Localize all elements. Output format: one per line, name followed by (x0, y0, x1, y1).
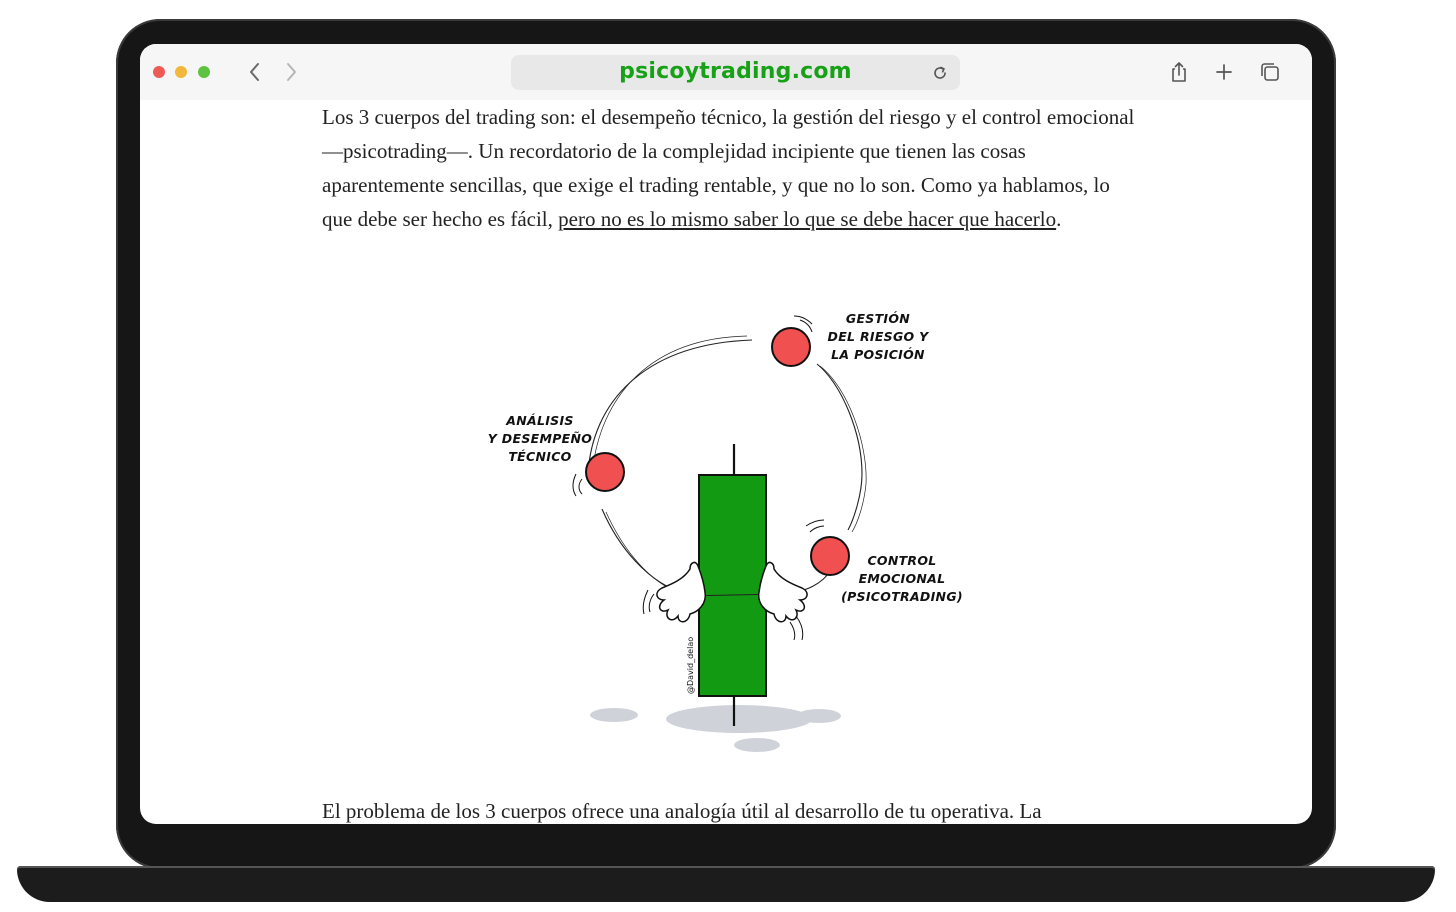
candle-body (699, 475, 766, 696)
zoom-window-button[interactable] (198, 66, 210, 78)
label-line: LA POSICIÓN (831, 347, 925, 362)
article-link[interactable]: pero no es lo mismo saber lo que se debe hacer que hacerlo (558, 207, 1057, 231)
article-paragraph (322, 100, 1142, 236)
plus-icon[interactable] (1212, 60, 1236, 84)
label-line: CONTROL (867, 553, 937, 568)
juggling-candle-illustration (422, 294, 1022, 814)
share-icon[interactable] (1167, 60, 1191, 84)
shadow (590, 708, 638, 722)
paragraph-end: . (1056, 207, 1062, 231)
shadow (797, 709, 841, 723)
address-text: psicoytrading.com (619, 59, 852, 84)
juggling-arc (602, 509, 687, 594)
label-emotional-control (837, 552, 967, 606)
shadow (666, 705, 812, 733)
browser-window (140, 44, 1312, 824)
label-line: DEL RIESGO Y (827, 329, 929, 344)
label-line: Y DESEMPEÑO (487, 431, 593, 446)
label-line: (PSICOTRADING) (841, 589, 963, 604)
browser-toolbar (140, 44, 1312, 100)
tabs-icon[interactable] (1258, 60, 1282, 84)
motion-marks (806, 520, 824, 532)
motion-marks (573, 474, 582, 496)
laptop-base (17, 866, 1435, 902)
minimize-window-button[interactable] (175, 66, 187, 78)
chevron-left-icon (248, 62, 262, 82)
juggling-arc (820, 366, 866, 532)
label-technical-analysis (480, 412, 600, 466)
motion-marks (643, 590, 654, 614)
artist-signature: @David_delao (686, 636, 695, 694)
label-line: TÉCNICO (508, 449, 572, 464)
juggling-arc (817, 364, 862, 530)
close-window-button[interactable] (153, 66, 165, 78)
shadow (734, 738, 780, 752)
illustration-drawing (422, 294, 1022, 764)
forward-button[interactable] (278, 59, 304, 85)
reload-icon[interactable] (931, 64, 949, 82)
label-risk-management (818, 310, 938, 364)
label-line: GESTIÓN (845, 311, 911, 326)
back-button[interactable] (242, 59, 268, 85)
label-line: EMOCIONAL (858, 571, 946, 586)
label-line: ANÁLISIS (506, 413, 574, 428)
juggling-ball (772, 328, 810, 366)
paragraph-text: Los 3 cuerpos del trading son: el desempeño técnico, la gestión del riesgo y el control emocional —psicotrading—. Un recordatorio de la complejidad incipiente que tienen las cosas aparentemente sencillas, que exige el trading rentable, y que no lo son. Como ya hablamos, lo que debe ser hecho es fácil, (322, 105, 1135, 231)
chevron-right-icon (284, 62, 298, 82)
address-bar[interactable] (511, 55, 960, 90)
article-paragraph-next: El problema de los 3 cuerpos ofrece una analogía útil al desarrollo de tu operativa. La (322, 799, 1042, 823)
